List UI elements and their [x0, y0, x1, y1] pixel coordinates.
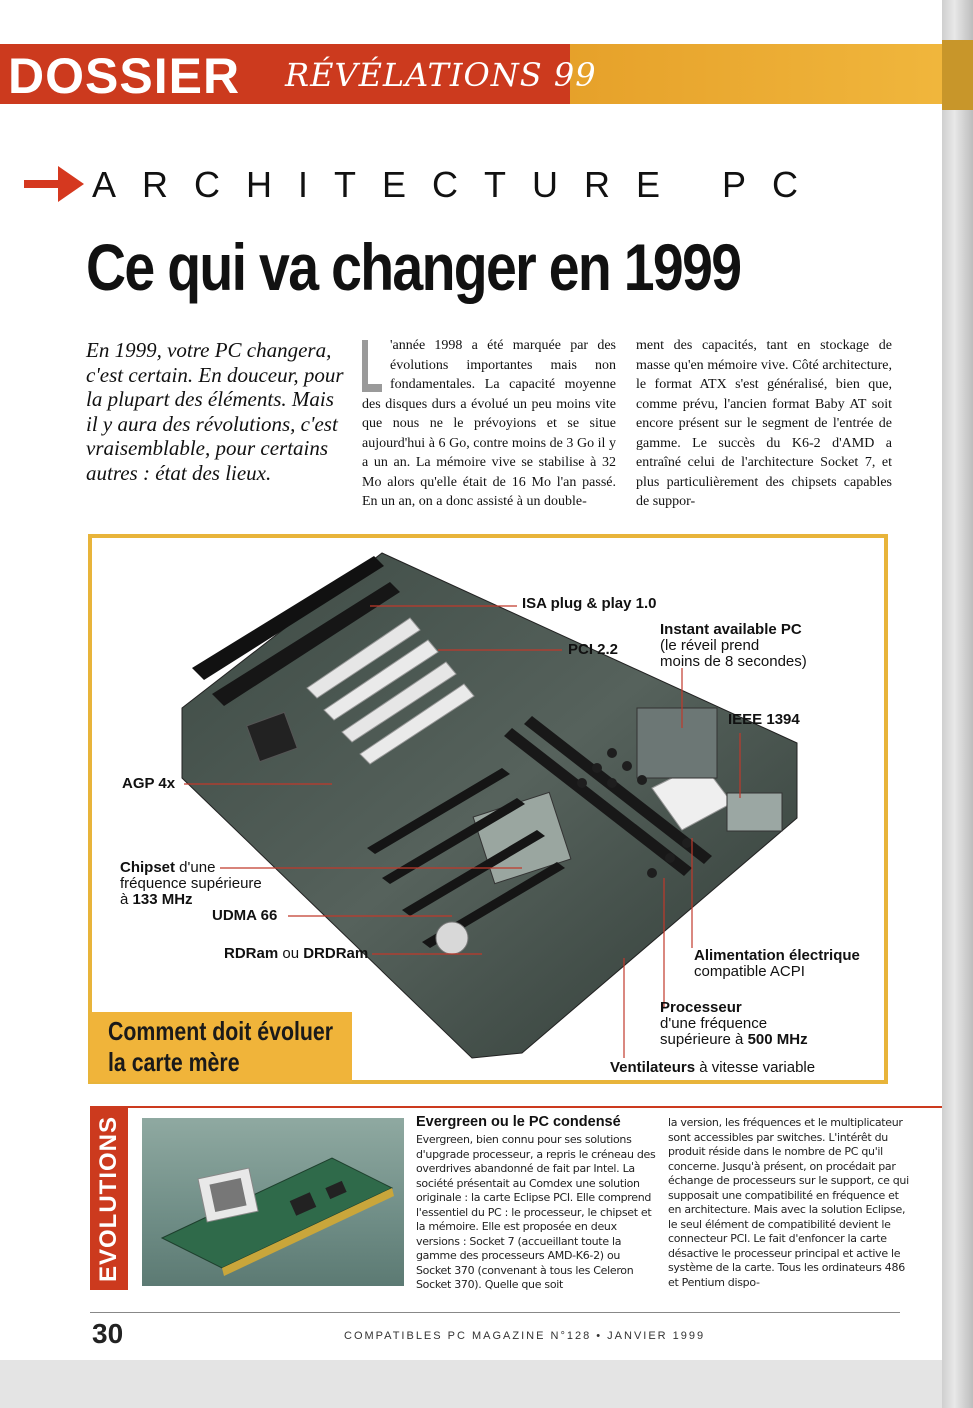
evolutions-column-2: la version, les fréquences et le multiplicateur sont accessibles par switches. L'intérêt du produit réside dans le nombre de PC qu'il concerne. Jusqu'à présent, on procédait par échange de processeurs sur le support, ce qui supposait une compatibilité en fréquence et en architecture. Mais avec la solution Eclipse, le seul élément de compatibilité devient le connecteur PCI. Le fait d'enfoncer la carte désactive le processeur principal et active le système de la carte. Tous les ordinateurs 486 et Pentium dispo- — [668, 1116, 909, 1289]
label-agp: AGP 4x — [122, 775, 176, 792]
column-1-text: 'année 1998 a été marquée par des évolutions importantes mais non fondamentales. La capacité moyenne des disques durs a évolué un peu moins vite que nous ne le prévoyions et se situe aujourd'hui à 6 Go, contre moins de 3 Go il y a un an. La mémoire vive se stabilise à 32 Mo alors qu'elle était de 16 Mo l'an passé. En un an, on a donc assisté à un double- — [362, 338, 616, 509]
label-instant-pc: Instant available PC (le réveil prend moins de 8 secondes) — [660, 621, 807, 670]
page-number: 30 — [92, 1318, 124, 1349]
article-kicker: ARCHITECTURE PC — [92, 164, 825, 205]
evolutions-rule — [90, 1106, 942, 1108]
evolutions-column-1: Evergreen, bien connu pour ses solutions d'upgrade processeur, a repris le créneau des overdrives abandonné de fait par Intel. La société présentait au Comdex une solution originale : la carte Eclipse PCI. Elle comprend l'essentiel du PC : le processeur, le chipset et la mémoire. Elle est proposée en deux versions : Socket 7 (accueillant toute la gamme des processeurs AMD-K6-2) ou Socket 370 (convenant à tous les Celeron Socket 370). Quelle que soit — [416, 1133, 656, 1291]
section-title: DOSSIER — [8, 48, 241, 104]
eclipse-card-photo — [142, 1118, 404, 1286]
motherboard-illustration — [92, 538, 884, 1080]
label-ieee1394: IEEE 1394 — [728, 711, 800, 728]
label-udma: UDMA 66 — [212, 907, 278, 924]
article-title: Ce qui va changer en 1999 — [86, 230, 741, 304]
footer-rule — [90, 1312, 900, 1313]
article-column-2: ment des capacités, tant en stockage de masse qu'en mémoire vive. Côté architecture, le format ATX s'est généralisé, bien que, comme prévu, l'ancien format Baby AT soit encore présent sur le segment de l'entrée de gamme. Le succès du K6-2 d'AMD a entraîné celui de l'architecture Socket 7, et plus particulièrement des chipsets capables de suppor- — [636, 338, 892, 509]
motherboard-figure — [88, 534, 888, 1084]
page-gutter — [942, 0, 973, 1408]
arrow-right-icon — [22, 160, 86, 208]
label-ventilateurs: Ventilateurs à vitesse variable — [610, 1059, 816, 1076]
label-alimentation: Alimentation électrique compatible ACPI — [694, 947, 860, 980]
figure-caption: Comment doit évoluer la carte mère — [108, 1016, 334, 1077]
subsection-title: RÉVÉLATIONS 99 — [285, 56, 597, 94]
label-isa: ISA plug & play 1.0 — [522, 595, 657, 612]
article-column-1 — [362, 336, 616, 512]
label-processeur: Processeur d'une fréquence supérieure à 500 MHz — [660, 999, 808, 1048]
article-intro: En 1999, votre PC changera, c'est certain. En douceur, pour la plupart des éléments. Mais il y aura des révolutions, c'est vraisemblable, pour certains autres : état des lieux. — [86, 338, 344, 485]
header-band-gold — [570, 44, 942, 104]
label-chipset: Chipset d'une fréquence supérieure à 133 MHz — [120, 859, 262, 908]
evolutions-heading: Evergreen ou le PC condensé — [416, 1114, 621, 1130]
label-pci: PCI 2.2 — [568, 641, 619, 658]
scan-margin — [0, 1360, 942, 1408]
magazine-issue-line: COMPATIBLES PC MAGAZINE N°128 • JANVIER 1999 — [344, 1330, 706, 1342]
evolutions-side-label: EVOLUTIONS — [95, 1116, 122, 1283]
dropcap-l-icon — [362, 340, 382, 392]
gutter-stripe — [942, 40, 973, 110]
pci-card-illustration — [142, 1118, 404, 1286]
label-rdram: RDRam ou DRDRam — [224, 945, 369, 962]
